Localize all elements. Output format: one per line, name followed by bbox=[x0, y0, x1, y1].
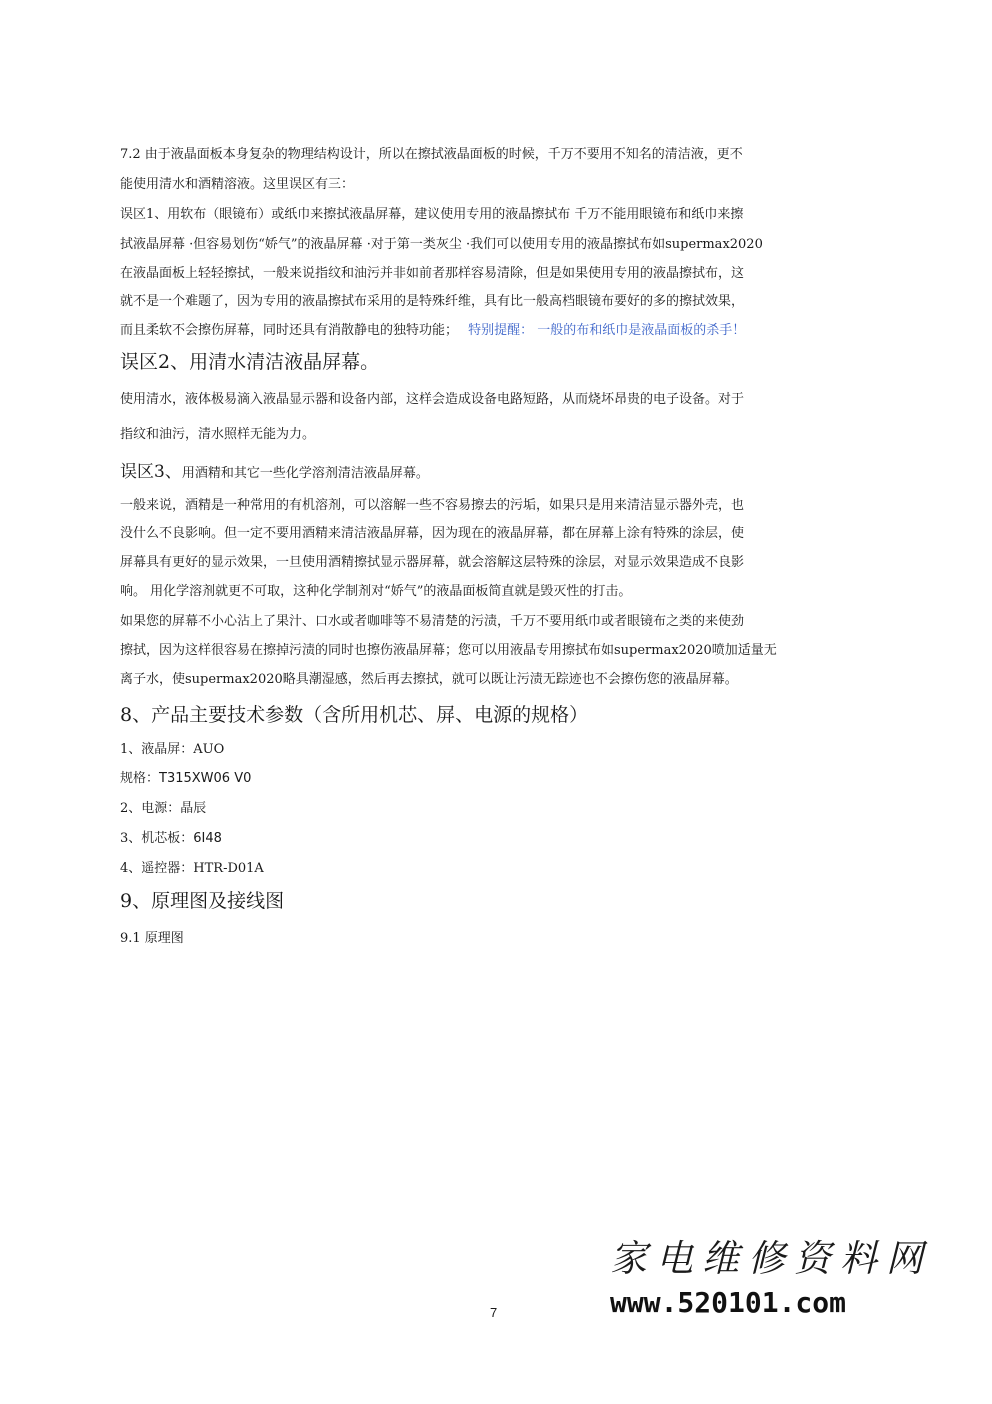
mistake1-line5 bbox=[120, 319, 845, 338]
spec-label: 规格： bbox=[120, 771, 160, 786]
mistake3-line5: 如果您的屏幕不小心沾上了果汁、口水或者咖啡等不易清楚的污渍，千万不要用纸巾或者眼镜布之类的来使劲 bbox=[120, 614, 745, 629]
spec-value: HTR-D01A bbox=[193, 861, 264, 876]
spec-item-power bbox=[120, 797, 845, 816]
mistake1-line1: 误区1、用软布（眼镜布）或纸巾来擦拭液晶屏幕，建议使用专用的液晶擦拭布 千万不能用眼镜布和纸巾来擦 bbox=[120, 207, 744, 222]
mistake3-heading-prefix: 误区3、 bbox=[120, 462, 182, 482]
section9-heading: 9、原理图及接线图 bbox=[120, 890, 285, 912]
spec-value: 6I48 bbox=[193, 831, 222, 846]
spec-value: 晶辰 bbox=[180, 801, 207, 816]
mistake2-line1: 使用清水，液体极易滴入液晶显示器和设备内部，这样会造成设备电路短路，从而烧坏昂贵的电子设备。对于 bbox=[120, 392, 745, 407]
section72-line1: 7.2 由于液晶面板本身复杂的物理结构设计，所以在擦拭液晶面板的时候，千万不要用不知名的清洁液，更不 bbox=[120, 147, 743, 162]
spec-value: AUO bbox=[193, 742, 225, 757]
mistake1-line3: 在液晶面板上轻轻擦拭，一般来说指纹和油污并非如前者那样容易清除，但是如果使用专用的液晶擦拭布，这 bbox=[120, 266, 745, 281]
watermark-url: www.520101.com bbox=[610, 1286, 847, 1319]
mistake3-line1: 一般来说，酒精是一种常用的有机溶剂，可以溶解一些不容易擦去的污垢，如果只是用来清洁显示器外壳，也 bbox=[120, 498, 745, 513]
spec-item-board bbox=[120, 827, 845, 846]
mistake3-line7: 离子水，使supermax2020略具潮湿感，然后再去擦拭，就可以既让污渍无踪迹也不会擦伤您的液晶屏幕。 bbox=[120, 672, 738, 687]
mistake3-line3: 屏幕具有更好的显示效果，一旦使用酒精擦拭显示器屏幕，就会溶解这层特殊的涂层，对显示效果造成不良影 bbox=[120, 555, 745, 570]
spec-label: 4、遥控器： bbox=[120, 861, 194, 876]
page-number: 7 bbox=[490, 1305, 498, 1320]
mistake3-line2: 没什么不良影响。但一定不要用酒精来清洁液晶屏幕，因为现在的液晶屏幕，都在屏幕上涂有特殊的涂层，使 bbox=[120, 526, 745, 541]
mistake1-line4: 就不是一个难题了，因为专用的液晶擦拭布采用的是特殊纤维，具有比一般高档眼镜布要好的多的擦拭效果， bbox=[120, 294, 745, 309]
spec-label: 2、电源： bbox=[120, 801, 181, 816]
section72-line2: 能使用清水和酒精溶液。这里误区有三： bbox=[120, 177, 355, 192]
spec-label: 1、液晶屏： bbox=[120, 742, 194, 757]
spec-item-screen bbox=[120, 738, 845, 757]
watermark bbox=[610, 1237, 932, 1320]
spec-item-remote bbox=[120, 857, 845, 876]
mistake2-heading: 误区2、用清水清洁液晶屏幕。 bbox=[120, 351, 380, 373]
section9-subheading: 9.1 原理图 bbox=[120, 931, 184, 946]
section8-heading: 8、产品主要技术参数（含所用机芯、屏、电源的规格） bbox=[120, 704, 589, 726]
mistake2-line2: 指纹和油污，清水照样无能为力。 bbox=[120, 427, 316, 442]
mistake3-heading bbox=[120, 457, 845, 482]
mistake3-line6: 擦拭，因为这样很容易在擦掉污渍的同时也擦伤液晶屏幕；您可以用液晶专用擦拭布如supermax2020喷加适量无 bbox=[120, 643, 777, 658]
spec-item-model bbox=[120, 767, 845, 786]
spec-value: T315XW06 V0 bbox=[159, 771, 252, 786]
watermark-site-name: 家电维修资料网 bbox=[610, 1237, 932, 1280]
mistake3-heading-rest: 用酒精和其它一些化学溶剂清洁液晶屏幕。 bbox=[181, 466, 429, 481]
mistake1-last-text: 而且柔软不会擦伤屏幕，同时还具有消散静电的独特功能； bbox=[120, 323, 459, 338]
mistake1-line2: 拭液晶屏幕 ·但容易划伤“娇气”的液晶屏幕 ·对于第一类灰尘 ·我们可以使用专用的液晶擦拭布如supermax2020 bbox=[120, 237, 763, 252]
spec-label: 3、机芯板： bbox=[120, 831, 194, 846]
mistake3-line4: 响。 用化学溶剂就更不可取，这种化学制剂对“娇气”的液晶面板简直就是毁灭性的打击。 bbox=[120, 584, 632, 599]
warning-text: 特别提醒： 一般的布和纸巾是液晶面板的杀手！ bbox=[468, 323, 746, 338]
